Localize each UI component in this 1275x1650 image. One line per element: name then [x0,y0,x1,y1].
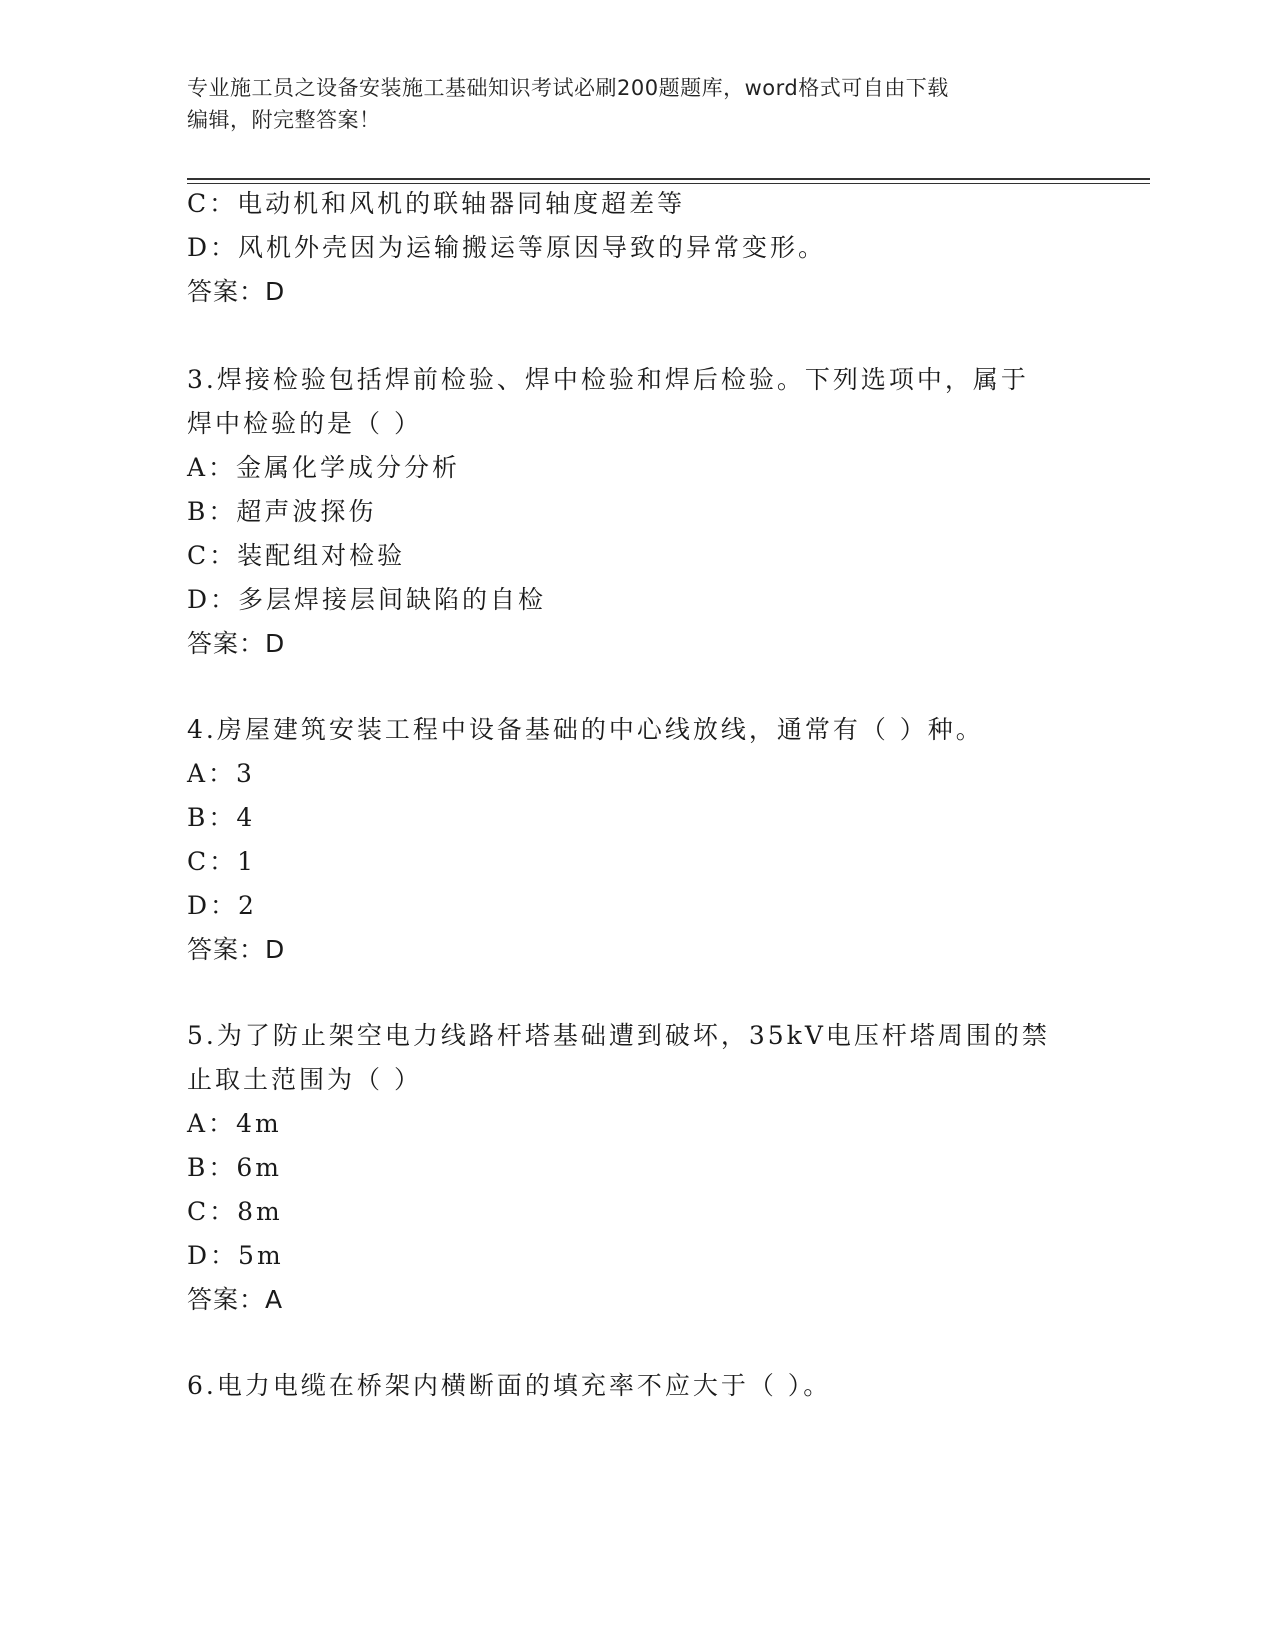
option-c-q2: C：电动机和风机的联轴器同轴度超差等 [187,189,686,218]
document-header [187,72,1067,136]
question-5-line-1: 5.为了防止架空电力线路杆塔基础遭到破坏，35kV电压杆塔周围的禁 [187,1021,1050,1050]
option-b-q3: B：超声波探伤 [187,497,377,526]
option-b-q4: B：4 [187,803,256,832]
option-c-q5: C：8m [187,1197,283,1226]
option-d-q2: D：风机外壳因为运输搬运等原因导致的异常变形。 [187,233,827,262]
question-3-line-1: 3.焊接检验包括焊前检验、焊中检验和焊后检验。下列选项中，属于 [187,365,1029,394]
option-a-q5: A：4m [187,1109,282,1138]
option-c-q3: C：装配组对检验 [187,541,406,570]
answer-q3: 答案：D [187,629,286,658]
question-4: 4.房屋建筑安装工程中设备基础的中心线放线，通常有（ ）种。 [187,715,984,744]
option-d-q3: D：多层焊接层间缺陷的自检 [187,585,547,614]
question-5-line-2: 止取土范围为（ ） [187,1065,422,1094]
header-title-line-1: 专业施工员之设备安装施工基础知识考试必刷200题题库，word格式可自由下载 [187,76,949,100]
option-b-q5: B：6m [187,1153,282,1182]
answer-q4: 答案：D [187,935,286,964]
header-divider-thin [187,183,1150,184]
question-3-line-2: 焊中检验的是（ ） [187,409,422,438]
option-a-q3: A：金属化学成分分析 [187,453,461,482]
answer-q5: 答案：A [187,1285,284,1314]
option-a-q4: A：3 [187,759,255,788]
header-title-line-2: 编辑，附完整答案！ [187,108,381,132]
question-6: 6.电力电缆在桥架内横断面的填充率不应大于（ ）。 [187,1371,832,1400]
option-d-q5: D：5m [187,1241,284,1270]
option-d-q4: D：2 [187,891,257,920]
answer-q2: 答案：D [187,277,286,306]
option-c-q4: C：1 [187,847,257,876]
header-divider-thick [187,178,1150,180]
